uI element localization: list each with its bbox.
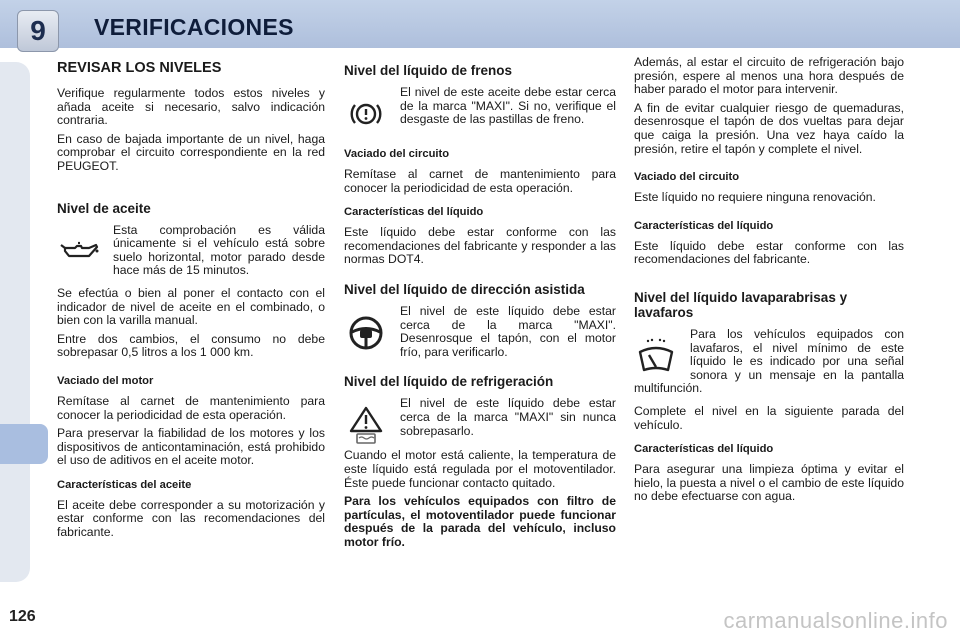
column-3	[634, 56, 904, 509]
power-steering-paragraph: El nivel de este líquido debe estar cerca de la marca "MAXI". Desenrosque el tapón, con el motor frío, para verificarlo.	[400, 304, 616, 359]
brake-drain-paragraph: Remítase al carnet de mantenimiento para conocer la periodicidad de esta operación.	[344, 167, 616, 195]
watermark: carmanualsonline.info	[723, 608, 948, 633]
intro-paragraph-1: Verifique regularmente todos estos niveles y añada aceite si necesario, salvo indicación contraria.	[57, 86, 325, 128]
washer-characteristics-paragraph: Para asegurar una limpieza óptima y evitar el hielo, la puesta a nivel o el cambio de este líquido no debe efectuarse con agua.	[634, 462, 904, 504]
column-2	[344, 56, 616, 555]
brake-paragraph-1: El nivel de este aceite debe estar cerca de la marca "MAXI". Si no, verifique el desgaste de las pastillas de freno.	[400, 86, 616, 127]
coolant-warning-icon	[344, 405, 388, 445]
col3-paragraph-2: A fin de evitar cualquier riesgo de quemaduras, desenrosque el tapón de dos vueltas para dejar que caiga la presión. Una vez haya caído la presión, retire el tapón y complete el nivel.	[634, 100, 904, 156]
brake-drain-heading: Vaciado del circuito	[344, 148, 450, 160]
engine-drain-paragraph-1: Remítase al carnet de mantenimiento para conocer la periodicidad de esta operación.	[57, 393, 325, 422]
engine-drain-paragraph-2: Para preservar la fiabilidad de los motores y los dispositivos de anticontaminación, está prohibido el uso de aditivos en el aceite motor.	[57, 426, 325, 468]
oil-characteristics-paragraph: El aceite debe corresponder a su motorización y estar conforme con las recomendaciones del fabricante.	[57, 497, 325, 540]
coolant-paragraph-1: El nivel de este líquido debe estar cerca de la marca "MAXI" sin nunca sobrepasarlo.	[400, 397, 616, 438]
oil-paragraph-2: Se efectúa o bien al poner el contacto con el indicador de nivel de aceite en el combinado, o bien con la varilla manual.	[57, 285, 325, 328]
left-margin-rail	[0, 62, 30, 582]
washer-characteristics-heading: Características del líquido	[634, 443, 774, 456]
coolant-heading: Nivel del líquido de refrigeración	[344, 374, 554, 390]
oil-level-heading: Nivel de aceite	[57, 200, 151, 216]
steering-wheel-icon	[344, 313, 388, 353]
chapter-title: VERIFICACIONES	[94, 14, 294, 40]
windscreen-washer-icon	[634, 336, 678, 376]
coolant-characteristics-heading: Características del líquido	[634, 219, 774, 232]
coolant-drain-paragraph: Este líquido no requiere ninguna renovación.	[634, 190, 876, 205]
chapter-number-badge: 9	[17, 10, 59, 52]
oil-paragraph-3: Entre dos cambios, el consumo no debe sobrepasar 0,5 litros a los 1 000 km.	[57, 331, 325, 360]
oil-can-icon	[57, 232, 101, 272]
washer-fluid-heading: Nivel del líquido lavaparabrisas y lavafaros	[634, 289, 848, 320]
brake-characteristics-heading: Características del líquido	[344, 206, 484, 219]
coolant-paragraph-3: Para los vehículos equipados con filtro de partículas, el motoventilador puede funcionar después de la parada del vehículo, incluso motor frío.	[344, 494, 616, 549]
brake-fluid-heading: Nivel del líquido de frenos	[344, 63, 513, 78]
column-1	[57, 56, 325, 545]
oil-paragraph-1: Esta comprobación es válida únicamente si el vehículo está sobre suelo horizontal, motor parado desde hace más de 15 minutos.	[113, 223, 325, 278]
power-steering-heading: Nivel del líquido de dirección asistida	[344, 281, 585, 297]
brake-characteristics-paragraph: Este líquido debe estar conforme con las recomendaciones del fabricante y responder a las normas DOT4.	[344, 225, 616, 267]
page-header	[0, 0, 960, 48]
coolant-drain-heading: Vaciado del circuito	[634, 171, 740, 184]
coolant-characteristics-paragraph: Este líquido debe estar conforme con las recomendaciones del fabricante.	[634, 238, 904, 267]
col3-paragraph-1: Además, al estar el circuito de refrigeración bajo presión, espere al menos una hora después de haber parado el motor para intervenir.	[634, 55, 904, 97]
coolant-paragraph-2: Cuando el motor está caliente, la temperatura de este líquido está regulada por el motoventilador. Éste puede funcionar contacto quitado.	[344, 448, 616, 490]
oil-characteristics-heading: Características del aceite	[57, 478, 192, 491]
page-number: 126	[9, 608, 36, 625]
engine-drain-heading: Vaciado del motor	[57, 374, 154, 387]
brake-warning-icon	[344, 94, 388, 134]
chapter-tab-marker	[0, 424, 48, 464]
section-title-revisar: REVISAR LOS NIVELES	[57, 60, 222, 76]
washer-paragraph-2: Complete el nivel en la siguiente parada del vehículo.	[634, 403, 904, 432]
washer-paragraph-1: Para los vehículos equipados con lavafaros, el nivel mínimo de este líquido le es indicado por una señal sonora y un mensaje en la pantalla multifunción.	[634, 327, 904, 396]
intro-paragraph-2: En caso de bajada importante de un nivel, haga comprobar el circuito correspondiente en la red PEUGEOT.	[57, 131, 325, 173]
